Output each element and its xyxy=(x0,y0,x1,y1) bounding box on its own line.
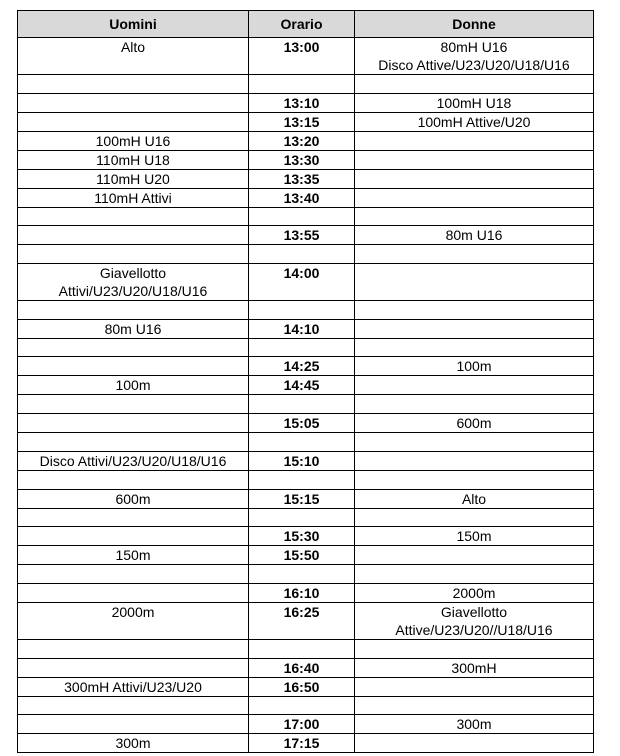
event-men: Attivi/U23/U20/U18/U16 xyxy=(58,283,208,300)
cell-women xyxy=(355,245,594,264)
cell-women xyxy=(355,264,594,301)
cell-women xyxy=(355,470,594,489)
cell-men xyxy=(18,734,249,753)
schedule-header xyxy=(18,11,594,38)
event-women: 100mH U18 xyxy=(436,94,512,111)
event-women: Disco Attive/U23/U20/U18/U16 xyxy=(378,57,570,73)
table-row xyxy=(18,226,594,245)
cell-time: 16:50 xyxy=(249,677,355,696)
cell-women xyxy=(355,93,594,112)
cell-men xyxy=(18,470,249,489)
cell-women xyxy=(355,207,594,226)
cell-women xyxy=(355,451,594,470)
table-row xyxy=(18,414,594,433)
cell-men xyxy=(18,658,249,677)
cell-women xyxy=(355,112,594,131)
cell-time: 13:20 xyxy=(249,131,355,150)
cell-women xyxy=(355,527,594,546)
cell-women xyxy=(355,338,594,357)
cell-time: 13:15 xyxy=(249,112,355,131)
cell-men xyxy=(18,639,249,658)
cell-women xyxy=(355,508,594,527)
cell-time: 13:10 xyxy=(249,93,355,112)
table-row xyxy=(18,150,594,169)
cell-time xyxy=(249,696,355,715)
cell-women xyxy=(355,489,594,508)
schedule-body xyxy=(18,38,594,753)
event-women: Giavellotto xyxy=(440,603,508,620)
cell-women xyxy=(355,602,594,639)
cell-time xyxy=(249,508,355,527)
cell-men xyxy=(18,451,249,470)
header-row xyxy=(18,11,594,38)
cell-women xyxy=(355,734,594,753)
cell-time xyxy=(249,245,355,264)
cell-women xyxy=(355,131,594,150)
table-row xyxy=(18,508,594,527)
event-men: 100mH U16 xyxy=(95,132,171,149)
header-time: Orario xyxy=(249,11,355,38)
cell-time: 13:00 xyxy=(249,38,355,75)
cell-men xyxy=(18,357,249,376)
table-row xyxy=(18,489,594,508)
event-men: 2000m xyxy=(111,603,155,620)
cell-women xyxy=(355,150,594,169)
cell-women xyxy=(355,433,594,452)
table-row xyxy=(18,658,594,677)
table-row xyxy=(18,169,594,188)
cell-time: 16:25 xyxy=(249,602,355,639)
cell-time: 14:00 xyxy=(249,264,355,301)
table-row xyxy=(18,583,594,602)
cell-men xyxy=(18,112,249,131)
table-row xyxy=(18,376,594,395)
cell-men xyxy=(18,489,249,508)
cell-time xyxy=(249,207,355,226)
cell-men xyxy=(18,38,249,75)
event-women: 600m xyxy=(456,415,492,432)
event-women: 80m U16 xyxy=(445,227,503,244)
cell-women xyxy=(355,188,594,207)
event-women: 150m xyxy=(456,528,492,545)
cell-men xyxy=(18,414,249,433)
cell-women xyxy=(355,169,594,188)
table-row xyxy=(18,131,594,150)
event-women: 100mH Attive/U20 xyxy=(417,113,531,130)
event-men: 100m xyxy=(115,377,151,394)
table-row xyxy=(18,264,594,301)
cell-women xyxy=(355,583,594,602)
table-row xyxy=(18,734,594,753)
cell-men xyxy=(18,319,249,338)
cell-women xyxy=(355,639,594,658)
table-row xyxy=(18,395,594,414)
cell-men xyxy=(18,207,249,226)
cell-time: 15:15 xyxy=(249,489,355,508)
header-men: Uomini xyxy=(18,11,249,38)
table-row xyxy=(18,188,594,207)
event-women: 300mH xyxy=(451,659,497,676)
table-row xyxy=(18,602,594,639)
event-women: 80mH U16 xyxy=(440,39,508,55)
cell-men xyxy=(18,677,249,696)
cell-men xyxy=(18,433,249,452)
header-women: Donne xyxy=(355,11,594,38)
cell-women xyxy=(355,696,594,715)
cell-men xyxy=(18,508,249,527)
cell-men xyxy=(18,245,249,264)
event-women: 100m xyxy=(456,358,492,375)
cell-time xyxy=(249,301,355,320)
cell-women xyxy=(355,715,594,734)
event-men: 110mH Attivi xyxy=(94,189,172,206)
cell-men xyxy=(18,150,249,169)
cell-men xyxy=(18,301,249,320)
cell-time xyxy=(249,75,355,94)
cell-time: 15:05 xyxy=(249,414,355,433)
table-row xyxy=(18,112,594,131)
cell-men xyxy=(18,75,249,94)
cell-women xyxy=(355,75,594,94)
cell-men xyxy=(18,715,249,734)
table-row xyxy=(18,245,594,264)
schedule-table xyxy=(17,10,594,753)
event-men: 300m xyxy=(115,735,151,752)
cell-women xyxy=(355,38,594,75)
table-row xyxy=(18,93,594,112)
cell-women xyxy=(355,546,594,565)
cell-time: 14:25 xyxy=(249,357,355,376)
cell-time xyxy=(249,433,355,452)
cell-men xyxy=(18,376,249,395)
cell-men xyxy=(18,93,249,112)
cell-men xyxy=(18,188,249,207)
cell-men xyxy=(18,565,249,584)
table-row xyxy=(18,38,594,75)
cell-women xyxy=(355,357,594,376)
cell-time: 15:50 xyxy=(249,546,355,565)
cell-time xyxy=(249,565,355,584)
cell-time: 17:00 xyxy=(249,715,355,734)
cell-time: 13:35 xyxy=(249,169,355,188)
table-row xyxy=(18,639,594,658)
event-men: Disco Attivi/U23/U20/U18/U16 xyxy=(39,452,227,469)
cell-women xyxy=(355,677,594,696)
cell-men xyxy=(18,527,249,546)
cell-time: 13:40 xyxy=(249,188,355,207)
event-men: 600m xyxy=(115,490,151,507)
cell-men xyxy=(18,395,249,414)
event-women: 2000m xyxy=(452,584,496,601)
cell-men xyxy=(18,264,249,301)
cell-men xyxy=(18,696,249,715)
table-row xyxy=(18,338,594,357)
cell-time xyxy=(249,470,355,489)
cell-men xyxy=(18,583,249,602)
cell-time xyxy=(249,639,355,658)
table-row xyxy=(18,319,594,338)
event-men: 300mH Attivi/U23/U20 xyxy=(64,678,202,695)
cell-time: 14:45 xyxy=(249,376,355,395)
cell-time xyxy=(249,338,355,357)
cell-women xyxy=(355,565,594,584)
cell-time: 14:10 xyxy=(249,319,355,338)
table-row xyxy=(18,527,594,546)
cell-women xyxy=(355,301,594,320)
table-row xyxy=(18,433,594,452)
table-row xyxy=(18,546,594,565)
cell-women xyxy=(355,395,594,414)
event-men: Alto xyxy=(120,39,146,55)
event-women: 300m xyxy=(456,716,492,733)
cell-time: 17:15 xyxy=(249,734,355,753)
table-row xyxy=(18,696,594,715)
cell-men xyxy=(18,546,249,565)
cell-time: 16:40 xyxy=(249,658,355,677)
event-men: Giavellotto xyxy=(99,265,167,282)
event-women: Alto xyxy=(461,490,487,507)
table-row xyxy=(18,357,594,376)
cell-time: 16:10 xyxy=(249,583,355,602)
table-row xyxy=(18,451,594,470)
cell-time: 13:30 xyxy=(249,150,355,169)
table-row xyxy=(18,677,594,696)
cell-women xyxy=(355,414,594,433)
table-row xyxy=(18,470,594,489)
event-men: 110mH U18 xyxy=(96,151,170,168)
cell-women xyxy=(355,226,594,245)
table-row xyxy=(18,301,594,320)
cell-men xyxy=(18,131,249,150)
event-men: 150m xyxy=(115,547,151,564)
cell-men xyxy=(18,169,249,188)
cell-time: 13:55 xyxy=(249,226,355,245)
cell-women xyxy=(355,658,594,677)
cell-women xyxy=(355,319,594,338)
cell-women xyxy=(355,376,594,395)
cell-time: 15:10 xyxy=(249,451,355,470)
table-row xyxy=(18,715,594,734)
cell-time: 15:30 xyxy=(249,527,355,546)
table-row xyxy=(18,207,594,226)
cell-time xyxy=(249,395,355,414)
cell-men xyxy=(18,602,249,639)
event-men: 110mH U20 xyxy=(96,170,170,187)
cell-men xyxy=(18,226,249,245)
event-women: Attive/U23/U20//U18/U16 xyxy=(395,621,553,638)
table-row xyxy=(18,565,594,584)
table-row xyxy=(18,75,594,94)
event-men: 80m U16 xyxy=(104,320,162,337)
cell-men xyxy=(18,338,249,357)
